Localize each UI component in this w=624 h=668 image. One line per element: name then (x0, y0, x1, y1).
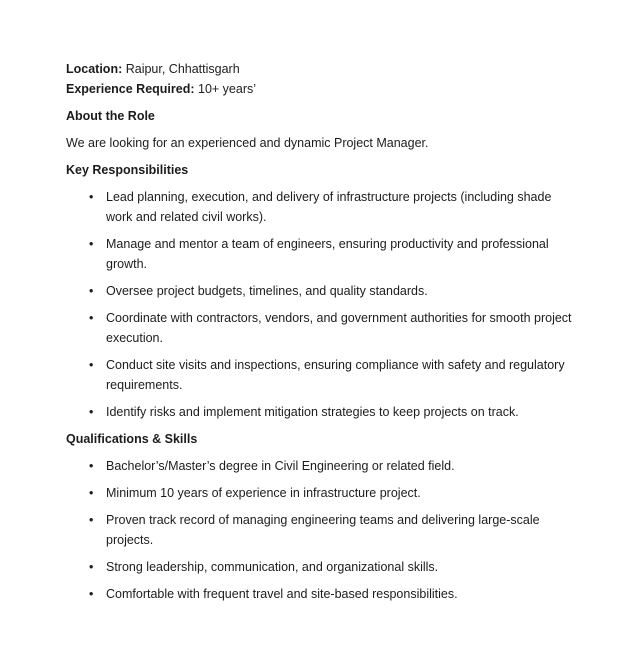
bullet-icon: • (89, 190, 94, 204)
bullet-icon: • (89, 284, 94, 298)
list-item-text: Strong leadership, communication, and organizational skills. (106, 560, 439, 574)
list-item-text: Proven track record of managing engineering teams and delivering large-scale projects. (106, 513, 540, 547)
bullet-icon: • (89, 237, 94, 251)
list-item-text: Manage and mentor a team of engineers, ensuring productivity and professional growth. (106, 237, 549, 271)
bullet-icon: • (89, 587, 94, 601)
list-item (89, 510, 580, 550)
responsibilities-list (66, 187, 580, 422)
list-item-text: Coordinate with contractors, vendors, and government authorities for smooth project execution. (106, 311, 572, 345)
bullet-icon: • (89, 486, 94, 500)
list-item-text: Oversee project budgets, timelines, and quality standards. (106, 284, 428, 298)
list-item-text: Lead planning, execution, and delivery of infrastructure projects (including shade work and related civil works). (106, 190, 552, 224)
bullet-icon: • (89, 311, 94, 325)
section-heading-responsibilities: Key Responsibilities (66, 163, 189, 177)
experience-label: Experience Required: (66, 82, 195, 96)
list-item (89, 402, 580, 422)
section-heading-qualifications: Qualifications & Skills (66, 432, 198, 446)
bullet-icon: • (89, 560, 94, 574)
list-item (89, 483, 580, 503)
experience-line (66, 79, 580, 99)
bullet-icon: • (89, 358, 94, 372)
list-item-text: Identify risks and implement mitigation strategies to keep projects on track. (106, 405, 519, 419)
bullet-icon: • (89, 459, 94, 473)
section-heading-about: About the Role (66, 109, 155, 123)
location-label: Location: (66, 62, 123, 76)
meta-block (66, 59, 580, 99)
list-item-text: Conduct site visits and inspections, ensuring compliance with safety and regulatory requirements. (106, 358, 565, 392)
about-paragraph: We are looking for an experienced and dynamic Project Manager. (66, 136, 429, 150)
list-item (89, 308, 580, 348)
list-item (89, 234, 580, 274)
list-item (89, 187, 580, 227)
location-line (66, 59, 580, 79)
list-item (89, 355, 580, 395)
bullet-icon: • (89, 513, 94, 527)
list-item (89, 281, 580, 301)
list-item (89, 557, 580, 577)
list-item-text: Comfortable with frequent travel and site-based responsibilities. (106, 587, 458, 601)
experience-value: 10+ years’ (194, 82, 257, 96)
bullet-icon: • (89, 405, 94, 419)
list-item-text: Bachelor’s/Master’s degree in Civil Engineering or related field. (106, 459, 455, 473)
list-item-text: Minimum 10 years of experience in infrastructure project. (106, 486, 421, 500)
list-item (89, 584, 580, 604)
list-item (89, 456, 580, 476)
qualifications-list (66, 456, 580, 604)
location-value: Raipur, Chhattisgarh (122, 62, 240, 76)
